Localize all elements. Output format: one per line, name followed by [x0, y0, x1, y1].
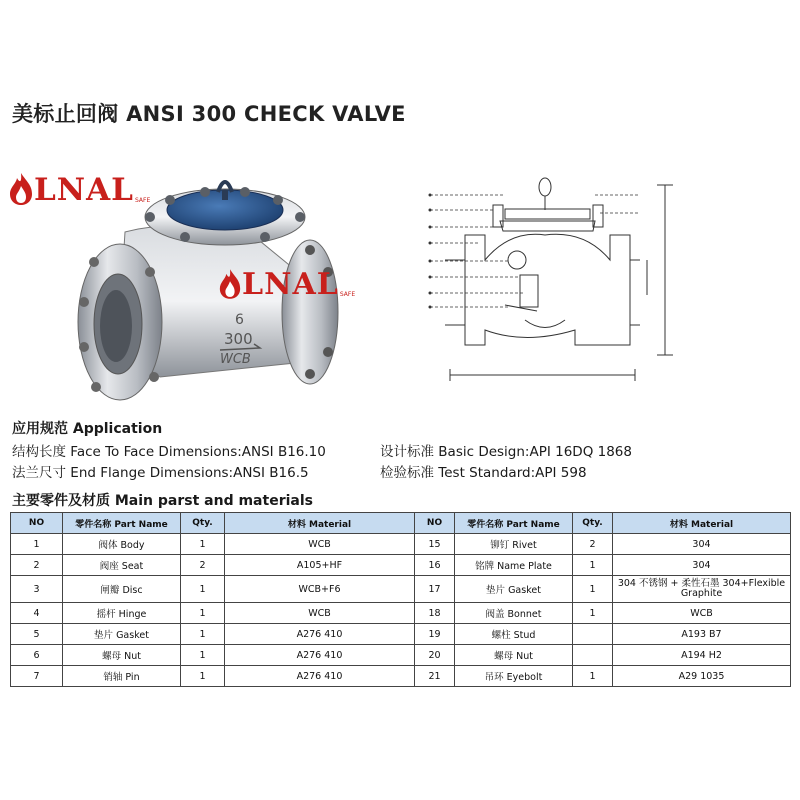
cell-material: 304	[613, 555, 791, 576]
cell-no: 21	[415, 666, 455, 687]
cell-no: 17	[415, 576, 455, 603]
cell-part: 销轴 Pin	[63, 666, 181, 687]
table-row	[11, 645, 791, 666]
cell-qty: 1	[181, 534, 225, 555]
col-no: NO	[11, 513, 63, 534]
cell-material: 304	[613, 534, 791, 555]
page-title: 美标止回阀 ANSI 300 CHECK VALVE	[12, 102, 406, 126]
table-row	[11, 534, 791, 555]
cell-part: 螺母 Nut	[455, 645, 573, 666]
cell-part: 阀座 Seat	[63, 555, 181, 576]
cell-no: 16	[415, 555, 455, 576]
brand-sub: SAFE	[134, 197, 151, 204]
col-qty: Qty.	[181, 513, 225, 534]
cell-material: A276 410	[225, 645, 415, 666]
materials-heading: 主要零件及材质 Main parst and materials	[12, 493, 313, 509]
application-heading: 应用规范 Application	[12, 421, 163, 437]
body-mark-size: 6	[235, 312, 244, 328]
table-header-row	[11, 513, 791, 534]
cell-qty: 2	[181, 555, 225, 576]
end-flange-spec: 法兰尺寸 End Flange Dimensions:ANSI B16.5	[12, 465, 309, 481]
col-part-name: 零件名称 Part Name	[63, 513, 181, 534]
cell-qty: 1	[181, 645, 225, 666]
cell-material: WCB	[613, 603, 791, 624]
cell-material: A193 B7	[613, 624, 791, 645]
table-row	[11, 666, 791, 687]
cell-material: WCB+F6	[225, 576, 415, 603]
body-mark-material: WCB	[220, 352, 251, 367]
cell-part: 阀盖 Bonnet	[455, 603, 573, 624]
cell-material: A194 H2	[613, 645, 791, 666]
cell-material: 304 不锈钢 + 柔性石墨 304+Flexible Graphite	[613, 576, 791, 603]
cell-qty: 1	[181, 603, 225, 624]
cell-part: 阀体 Body	[63, 534, 181, 555]
cell-material: A29 1035	[613, 666, 791, 687]
flame-icon	[218, 268, 242, 300]
cell-qty: 1	[573, 555, 613, 576]
cell-qty: 2	[573, 534, 613, 555]
col-material: 材料 Material	[225, 513, 415, 534]
cell-no: 5	[11, 624, 63, 645]
cell-part: 螺母 Nut	[63, 645, 181, 666]
cell-material: WCB	[225, 534, 415, 555]
cell-qty: 1	[573, 576, 613, 603]
cell-no: 15	[415, 534, 455, 555]
col-qty: Qty.	[573, 513, 613, 534]
cell-qty: 1	[181, 576, 225, 603]
cell-no: 19	[415, 624, 455, 645]
materials-table	[10, 512, 791, 687]
brand-logo-overlay	[218, 268, 355, 300]
cell-no: 2	[11, 555, 63, 576]
face-to-face-spec: 结构长度 Face To Face Dimensions:ANSI B16.10	[12, 444, 326, 460]
cell-part: 垫片 Gasket	[455, 576, 573, 603]
valve-section-drawing	[425, 165, 695, 390]
cell-no: 4	[11, 603, 63, 624]
col-material: 材料 Material	[613, 513, 791, 534]
cell-no: 1	[11, 534, 63, 555]
cell-material: A276 410	[225, 666, 415, 687]
table-row	[11, 555, 791, 576]
brand-name: LNAL	[34, 172, 134, 208]
cell-qty	[573, 645, 613, 666]
cell-qty: 1	[181, 666, 225, 687]
col-no: NO	[415, 513, 455, 534]
table-row	[11, 624, 791, 645]
table-row	[11, 576, 791, 603]
cell-material: WCB	[225, 603, 415, 624]
cell-part: 铭牌 Name Plate	[455, 555, 573, 576]
cell-part: 垫片 Gasket	[63, 624, 181, 645]
cell-qty	[573, 624, 613, 645]
col-part-name: 零件名称 Part Name	[455, 513, 573, 534]
test-standard-spec: 检验标准 Test Standard:API 598	[380, 465, 587, 481]
cell-qty: 1	[573, 603, 613, 624]
cell-part: 闸瓣 Disc	[63, 576, 181, 603]
cell-no: 18	[415, 603, 455, 624]
cell-material: A276 410	[225, 624, 415, 645]
cell-qty: 1	[181, 624, 225, 645]
flame-icon	[8, 172, 34, 206]
brand-sub: SAFE	[339, 291, 356, 298]
cell-part: 摇杆 Hinge	[63, 603, 181, 624]
cell-part: 铆钉 Rivet	[455, 534, 573, 555]
cell-part: 螺柱 Stud	[455, 624, 573, 645]
cell-no: 3	[11, 576, 63, 603]
body-mark-class: 300	[224, 330, 253, 348]
brand-name: LNAL	[242, 267, 339, 302]
cell-no: 7	[11, 666, 63, 687]
cell-qty: 1	[573, 666, 613, 687]
cell-material: A105+HF	[225, 555, 415, 576]
table-row	[11, 603, 791, 624]
brand-logo	[8, 172, 150, 206]
cell-no: 6	[11, 645, 63, 666]
cell-no: 20	[415, 645, 455, 666]
basic-design-spec: 设计标准 Basic Design:API 16DQ 1868	[380, 444, 632, 460]
cell-part: 吊环 Eyebolt	[455, 666, 573, 687]
